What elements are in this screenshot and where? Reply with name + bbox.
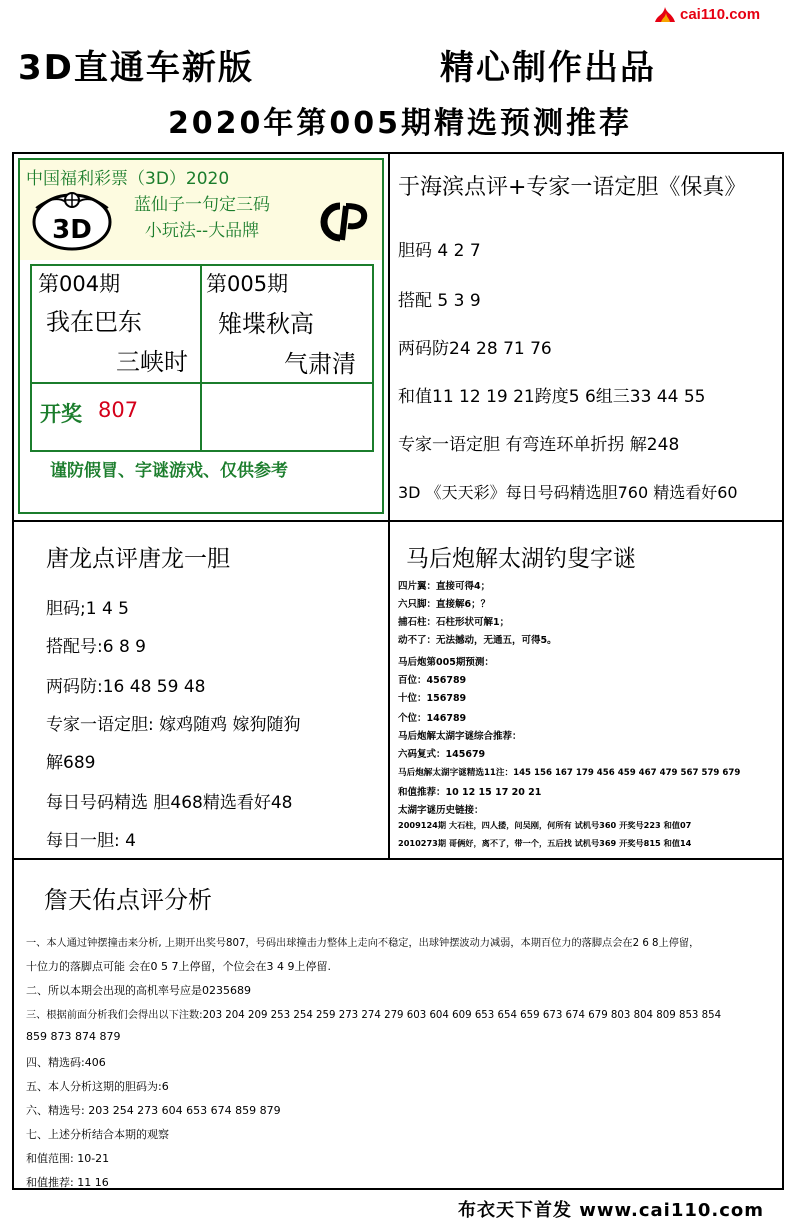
prev-period: 第004期 (38, 272, 121, 296)
grid-divider-h (32, 382, 372, 384)
header-right: 精心制作出品 (440, 48, 656, 88)
zhantianyou-line: 859 873 874 879 (26, 1030, 121, 1043)
mahoupao-line: 捕石柱：石柱形状可解1； (398, 617, 510, 628)
mahoupao-line: 动不了：无法撼动，无通五，可得5。 (398, 635, 557, 646)
slogan-line-1: 蓝仙子一句定三码 (134, 195, 270, 215)
mahoupao-line: 马后炮解太湖字谜精选11注：145 156 167 179 456 459 467 479 567 579 679 (398, 768, 741, 778)
flame-icon (652, 4, 678, 24)
poster-header (20, 160, 382, 260)
cur-period: 第005期 (206, 272, 289, 296)
yuhaibin-line: 搭配 5 3 9 (398, 291, 481, 311)
site-logo[interactable] (652, 2, 760, 26)
poster-warning: 谨防假冒、字谜游戏、仅供参考 (50, 461, 288, 481)
slogan-line-2: 小玩法--大品牌 (144, 221, 260, 241)
zhantianyou-line: 四、精选码:406 (26, 1056, 106, 1069)
lottery-3d-badge (30, 188, 114, 252)
poster-title: 中国福利彩票（3D）2020 (26, 169, 230, 189)
mahoupao-line: 2009124期 大石柱，四人搂，问吴刚，何所有 试机号360 开奖号223 和值07 (398, 820, 692, 830)
zhantianyou-line: 二、所以本期会出现的高机率号应是0235689 (26, 984, 251, 997)
mahoupao-line: 马后炮第005期预测： (398, 657, 494, 668)
cur-riddle-line-2: 气肃清 (284, 350, 356, 378)
tanglong-title: 唐龙点评唐龙一胆 (46, 546, 230, 572)
mahoupao-line: 十位：156789 (398, 693, 467, 704)
yuhaibin-title: 于海滨点评+专家一语定胆《保真》 (398, 175, 747, 200)
cur-riddle-line-1: 雉堞秋高 (218, 310, 314, 338)
zhantianyou-line: 七、上述分析结合本期的观察 (26, 1128, 169, 1141)
zhantianyou-title: 詹天佑点评分析 (44, 886, 212, 914)
draw-label: 开奖 (40, 402, 82, 426)
footer-link[interactable]: 布衣天下首发 www.cai110.com (458, 1200, 765, 1220)
tanglong-line: 两码防:16 48 59 48 (46, 677, 206, 697)
mahoupao-title: 马后炮解太湖钓叟字谜 (406, 546, 636, 572)
zhantianyou-line: 十位力的落脚点可能 会在0 5 7上停留，个位会在3 4 9上停留. (26, 960, 331, 973)
period-grid (30, 264, 374, 452)
tanglong-line: 胆码;1 4 5 (46, 599, 129, 619)
mahoupao-line: 和值推荐：10 12 15 17 20 21 (398, 787, 542, 798)
prev-riddle-line-1: 我在巴东 (46, 308, 142, 336)
tanglong-line: 解689 (46, 753, 96, 773)
mahoupao-line: 六码复式：145679 (398, 749, 486, 760)
yuhaibin-line: 3D 《天天彩》每日号码精选胆760 精选看好60 (398, 483, 738, 502)
header-left: 3D直通车新版 (18, 48, 254, 88)
mahoupao-line: 2010273期 哥俩好，离不了，带一个，五后找 试机号369 开奖号815 和值14 (398, 838, 692, 848)
mahoupao-line: 太湖字谜历史链接： (398, 805, 484, 816)
yuhaibin-line: 胆码 4 2 7 (398, 241, 481, 261)
welfare-lottery-icon (320, 200, 370, 244)
lottery-poster (18, 158, 384, 514)
mahoupao-line: 马后炮解太湖字谜综合推荐： (398, 731, 522, 742)
poster-slogan (134, 192, 270, 244)
grid-divider-v (200, 266, 202, 450)
yuhaibin-line: 专家一语定胆 有弯连环单折拐 解248 (398, 435, 680, 455)
zhantianyou-line: 五、本人分析这期的胆码为:6 (26, 1080, 169, 1093)
zhantianyou-line: 一、本人通过钟摆撞击来分析, 上期开出奖号807，号码出球撞击力整体上走向不稳定，出球钟摆波动力减弱，本期百位力的落脚点会在2 6 8上停留， (26, 938, 700, 949)
prev-riddle-line-2: 三峡时 (116, 348, 188, 376)
tanglong-line: 每日号码精选 胆468精选看好48 (46, 793, 293, 813)
mahoupao-line: 六只脚：直接解6；？ (398, 599, 491, 610)
badge-text: 3D (52, 215, 92, 245)
page-title: 2020年第005期精选预测推荐 (167, 106, 633, 141)
tanglong-line: 专家一语定胆: 嫁鸡随鸡 嫁狗随狗 (46, 715, 301, 735)
zhantianyou-line: 六、精选号: 203 254 273 604 653 674 859 879 (26, 1104, 281, 1117)
yuhaibin-line: 两码防24 28 71 76 (398, 339, 552, 359)
zhantianyou-line: 和值推荐: 11 16 (26, 1176, 109, 1189)
mahoupao-line: 个位：146789 (398, 713, 467, 724)
site-logo-text: cai110.com (680, 5, 761, 23)
tanglong-line: 搭配号:6 8 9 (46, 637, 146, 657)
mahoupao-line: 百位：456789 (398, 675, 467, 686)
yuhaibin-line: 和值11 12 19 21跨度5 6组三33 44 55 (398, 387, 706, 407)
mahoupao-line: 四片翼：直接可得4； (398, 581, 491, 592)
zhantianyou-line: 三、根据前面分析我们会得出以下注数:203 204 209 253 254 259 273 274 279 603 604 609 653 654 659 673 674 679 803 804 809 853 854 (26, 1010, 722, 1021)
zhantianyou-line: 和值范围: 10-21 (26, 1152, 110, 1165)
tanglong-line: 每日一胆: 4 (46, 831, 136, 851)
draw-value: 807 (98, 398, 139, 422)
